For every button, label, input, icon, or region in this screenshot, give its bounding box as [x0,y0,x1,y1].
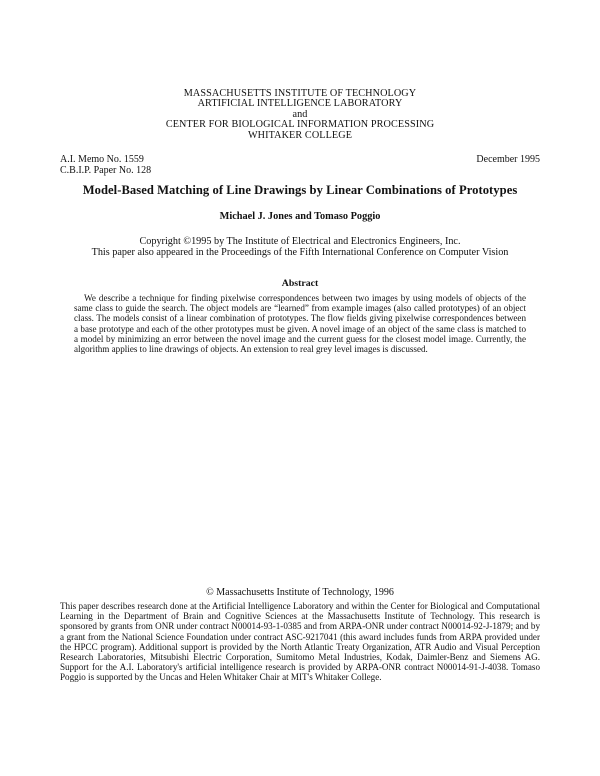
institution-line: WHITAKER COLLEGE [247,129,353,141]
mit-copyright: © Massachusetts Institute of Technology, 1996 [206,587,394,598]
abstract-heading: Abstract [281,278,319,289]
memo-numbers [60,154,151,176]
copyright-line: Copyright ©1995 by The Institute of Electrical and Electronics Engineers, Inc. [139,236,461,247]
acknowledgment-text: This paper describes research done at the Artificial Intelligence Laboratory and within the Center for Biological and Computational Learning in the Department of Brain and Cognitive Sciences at the Massachusetts Institute of Technology. This research is sponsored by grants from ONR under contract N00014-93-1-0385 and from ARPA-ONR under contract N00014-92-J-1879; and by a grant from the National Science Foundation under contract ASC-9217041 (this award includes funds from ARPA provided under the HPCC program). Additional support is provided by the North Atlantic Treaty Organization, ATR Audio and Visual Perception Research Laboratories, Mitsubishi Electric Corporation, Sumitomo Metal Industries, Kodak, Daimler-Benz and Siemens AG. Support for the A.I. Laboratory's artificial intelligence research is provided by ARPA-ONR contract N00014-91-J-4038. Tomaso Poggio is supported by the Uncas and Helen Whitaker Chair at MIT's Whitaker College. [60,601,540,683]
copyright-notice [0,236,600,259]
publication-note: This paper also appeared in the Proceedings of the Fifth International Conference on Computer Vision [91,247,509,259]
institution-block [0,89,600,141]
institution-line: CENTER FOR BIOLOGICAL INFORMATION PROCESSING [165,119,435,131]
institution-line: and [292,108,308,120]
paper-title: Model-Based Matching of Line Drawings by Linear Combinations of Prototypes [82,183,518,197]
institution-line: MASSACHUSETTS INSTITUTE OF TECHNOLOGY [183,88,417,99]
cbip-number: C.B.I.P. Paper No. 128 [60,165,152,176]
paper-authors: Michael J. Jones and Tomaso Poggio [219,211,381,222]
memo-number: A.I. Memo No. 1559 [60,154,144,165]
abstract-text: We describe a technique for finding pixelwise correspondences between two images by using models of objects of the same class to guide the search. The object models are “learned” from example images (also called prototypes) of an object class. The models consist of a linear combination of prototypes. The flow fields giving pixelwise correspondences between a base prototype and each of the other prototypes must be given. A novel image of an object of the same class is matched to a model by minimizing an error between the novel image and the current guess for the closest model image. Currently, the algorithm applies to line drawings of objects. An extension to real grey level images is discussed. [74,293,526,355]
memo-date: December 1995 [476,154,540,165]
institution-line: ARTIFICIAL INTELLIGENCE LABORATORY [197,98,403,110]
